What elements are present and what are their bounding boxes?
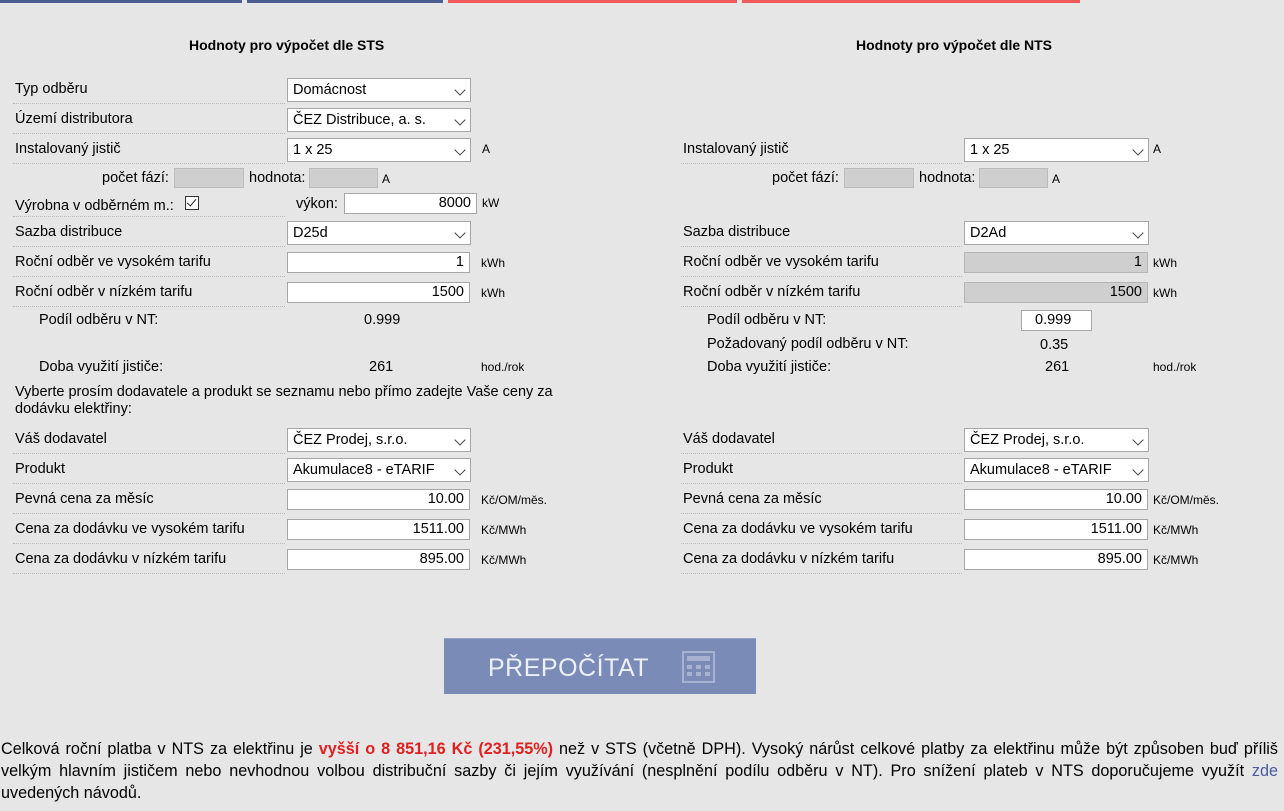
recalculate-button[interactable] (444, 638, 756, 694)
sts-doba-label: Doba využití jističe: (39, 359, 164, 375)
guides-link[interactable]: zde (1251, 762, 1278, 780)
supplier-note: Vyberte prosím dodavatele a produkt se seznamu nebo přímo zadejte Vaše ceny za dodávku elektřiny: (15, 384, 553, 417)
top-tab-4[interactable] (742, 0, 1080, 3)
nts-podil-label: Podíl odběru v NT: (707, 312, 827, 328)
top-tab-2[interactable] (247, 0, 443, 3)
result-text-part1: Celková roční platba v NTS za elektřinu je (1, 740, 319, 758)
sts-produkt-label: Produkt (15, 461, 65, 477)
sts-jistic-label: Instalovaný jistič (15, 141, 121, 157)
sts-sazba-select[interactable] (287, 221, 471, 245)
result-text-part3: uvedených návodů. (1, 784, 142, 802)
sts-vyrobna-checkbox[interactable] (185, 196, 199, 210)
sts-vykon-input[interactable]: 8000 (344, 193, 477, 214)
sts-dodavatel-select[interactable] (287, 428, 471, 452)
nts-pozadovany-label: Požadovaný podíl odběru v NT: (707, 336, 909, 352)
nts-pevna-input[interactable]: 10.00 (964, 489, 1148, 510)
nts-cena-nt-input[interactable]: 895.00 (964, 549, 1148, 570)
chevron-down-icon (454, 227, 465, 238)
nts-doba-value: 261 (1045, 359, 1070, 375)
sts-typ-odberu-value: Domácnost (293, 82, 367, 98)
nts-produkt-label: Produkt (683, 461, 733, 477)
nts-cena-vt-unit: Kč/MWh (1153, 523, 1199, 537)
sts-nt-input[interactable]: 1500 (287, 282, 470, 303)
sts-pevna-label: Pevná cena za měsíc (15, 491, 154, 507)
nts-pocet-fazi-field (844, 168, 914, 188)
sts-podil-value: 0.999 (364, 312, 401, 328)
sts-cena-nt-label: Cena za dodávku v nízkém tarifu (15, 551, 227, 567)
sts-vt-unit: kWh (481, 256, 505, 270)
sts-podil-label: Podíl odběru v NT: (39, 312, 159, 328)
nts-dodavatel-value: ČEZ Prodej, s.r.o. (970, 432, 1085, 448)
sts-uzemi-value: ČEZ Distribuce, a. s. (293, 112, 426, 128)
sts-sazba-value: D25d (293, 225, 328, 241)
nts-hodnota-label: hodnota: (919, 170, 976, 186)
chevron-down-icon (1132, 144, 1143, 155)
sts-produkt-select[interactable] (287, 458, 471, 482)
calculator-icon (682, 651, 715, 683)
nts-produkt-value: Akumulace8 - eTARIF (970, 462, 1112, 478)
sts-cena-nt-unit: Kč/MWh (481, 553, 527, 567)
result-text (1, 738, 1278, 804)
chevron-down-icon (454, 434, 465, 445)
nts-nt-unit: kWh (1153, 286, 1177, 300)
sts-uzemi-select[interactable] (287, 108, 471, 132)
sts-dodavatel-label: Váš dodavatel (15, 431, 107, 447)
nts-pevna-unit: Kč/OM/měs. (1153, 493, 1220, 507)
nts-doba-label: Doba využití jističe: (707, 359, 832, 375)
sts-doba-unit: hod./rok (481, 360, 525, 374)
sts-cena-vt-input[interactable]: 1511.00 (287, 519, 470, 540)
sts-doba-value: 261 (369, 359, 394, 375)
sts-jistic-select[interactable] (287, 138, 471, 162)
nts-cena-nt-label: Cena za dodávku v nízkém tarifu (683, 551, 895, 567)
nts-jistic-unit: A (1153, 142, 1162, 156)
nts-pocet-fazi-label: počet fází: (772, 170, 839, 186)
sts-dodavatel-value: ČEZ Prodej, s.r.o. (293, 432, 408, 448)
sts-vykon-unit: kW (482, 196, 500, 210)
nts-cena-vt-label: Cena za dodávku ve vysokém tarifu (683, 521, 913, 537)
sts-cena-vt-unit: Kč/MWh (481, 523, 527, 537)
sts-typ-odberu-label: Typ odběru (15, 81, 88, 97)
sts-produkt-value: Akumulace8 - eTARIF (293, 462, 435, 478)
chevron-down-icon (1132, 227, 1143, 238)
chevron-down-icon (454, 84, 465, 95)
nts-cena-nt-unit: Kč/MWh (1153, 553, 1199, 567)
nts-dodavatel-select[interactable] (964, 428, 1149, 452)
chevron-down-icon (454, 114, 465, 125)
sts-title: Hodnoty pro výpočet dle STS (189, 37, 385, 53)
nts-vt-label: Roční odběr ve vysokém tarifu (683, 254, 879, 270)
sts-sazba-label: Sazba distribuce (15, 224, 123, 240)
sts-uzemi-label: Území distributora (15, 111, 133, 127)
chevron-down-icon (454, 464, 465, 475)
nts-nt-input: 1500 (964, 282, 1148, 303)
top-tab-3[interactable] (448, 0, 737, 3)
nts-vt-unit: kWh (1153, 256, 1177, 270)
result-difference: vyšší o 8 851,16 Kč (231,55%) (318, 740, 553, 758)
sts-nt-label: Roční odběr v nízkém tarifu (15, 284, 193, 300)
sts-hodnota-unit: A (382, 172, 391, 186)
nts-sazba-select[interactable] (964, 221, 1149, 245)
sts-pocet-fazi-label: počet fází: (102, 170, 169, 186)
nts-hodnota-unit: A (1052, 172, 1061, 186)
sts-jistic-unit: A (482, 142, 491, 156)
recalculate-button-label: PŘEPOČÍTAT (488, 654, 650, 682)
nts-pozadovany-value: 0.35 (1040, 337, 1069, 353)
sts-vyrobna-label: Výrobna v odběrném m.: (15, 198, 174, 214)
sts-vt-label: Roční odběr ve vysokém tarifu (15, 254, 211, 270)
nts-jistic-label: Instalovaný jistič (683, 141, 789, 157)
sts-hodnota-field (309, 168, 378, 188)
nts-doba-unit: hod./rok (1153, 360, 1197, 374)
nts-vt-input: 1 (964, 252, 1148, 273)
nts-jistic-select[interactable] (964, 138, 1149, 162)
sts-cena-vt-label: Cena za dodávku ve vysokém tarifu (15, 521, 245, 537)
nts-dodavatel-label: Váš dodavatel (683, 431, 775, 447)
top-tab-1[interactable] (0, 0, 242, 3)
sts-pevna-input[interactable]: 10.00 (287, 489, 470, 510)
nts-sazba-label: Sazba distribuce (683, 224, 791, 240)
nts-hodnota-field (979, 168, 1048, 188)
nts-pevna-label: Pevná cena za měsíc (683, 491, 822, 507)
nts-produkt-select[interactable] (964, 458, 1149, 482)
nts-cena-vt-input[interactable]: 1511.00 (964, 519, 1148, 540)
sts-jistic-value: 1 x 25 (293, 142, 333, 158)
result-text-part2: než v STS (včetně DPH). Vysoký nárůst celkové platby za elektřinu může být způsoben buď příliš velkým hlavním jističem nebo nevhodnou volbou distribuční sazby či jejím využívání (nesplnění podílu odběru v NT). Pro snížení plateb v NTS doporučujeme využít (1, 740, 1278, 780)
nts-jistic-value: 1 x 25 (970, 142, 1010, 158)
nts-nt-label: Roční odběr v nízkém tarifu (683, 284, 861, 300)
sts-hodnota-label: hodnota: (249, 170, 306, 186)
sts-vt-input[interactable]: 1 (287, 252, 470, 273)
chevron-down-icon (1132, 434, 1143, 445)
sts-pevna-unit: Kč/OM/měs. (481, 493, 548, 507)
sts-pocet-fazi-field (174, 168, 244, 188)
chevron-down-icon (1132, 464, 1143, 475)
sts-vykon-label: výkon: (296, 196, 338, 212)
sts-nt-unit: kWh (481, 286, 505, 300)
chevron-down-icon (454, 144, 465, 155)
nts-sazba-value: D2Ad (970, 225, 1007, 241)
nts-podil-input[interactable]: 0.999 (1021, 310, 1092, 331)
nts-title: Hodnoty pro výpočet dle NTS (856, 37, 1053, 53)
sts-typ-odberu-select[interactable] (287, 78, 471, 102)
sts-cena-nt-input[interactable]: 895.00 (287, 549, 470, 570)
